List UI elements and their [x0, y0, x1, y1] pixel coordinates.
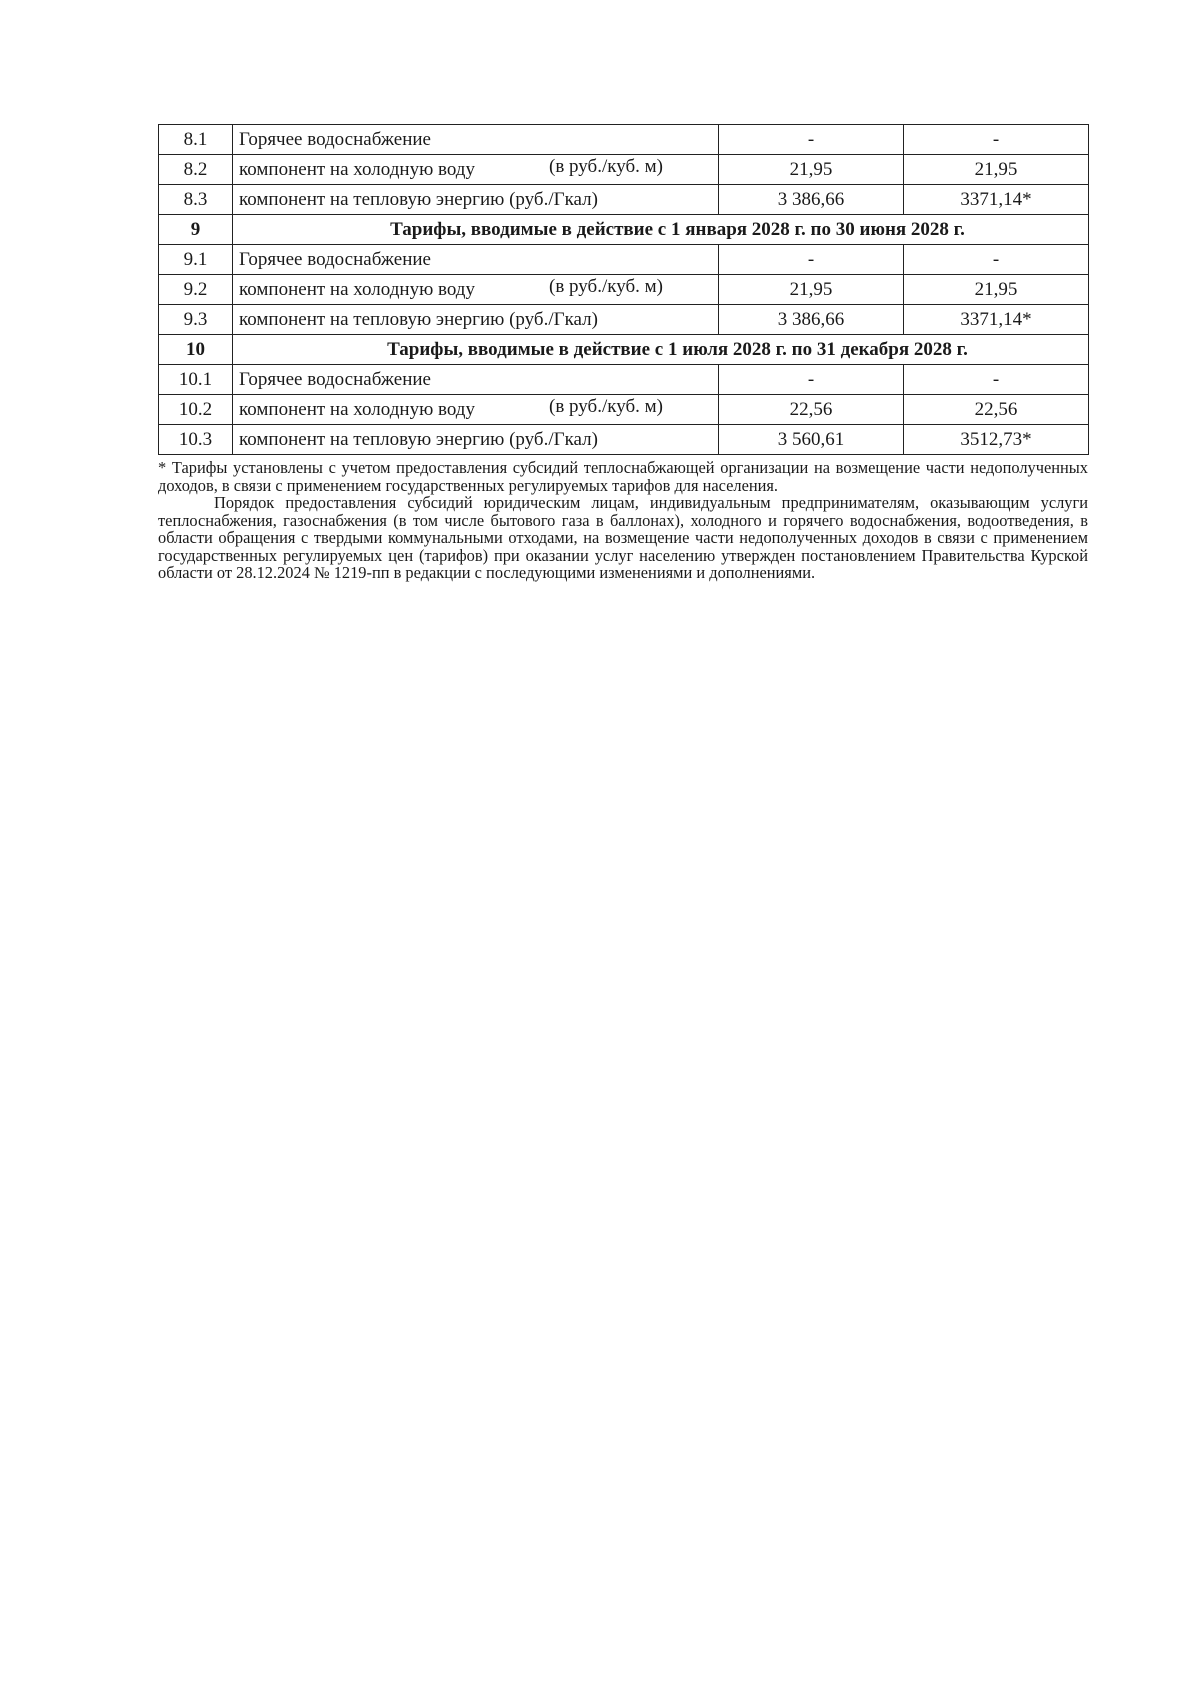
section-title: Тарифы, вводимые в действие с 1 июля 2028 г. по 31 декабря 2028 г.	[233, 335, 1089, 365]
row-number: 10.1	[159, 365, 233, 395]
table-row	[159, 395, 1089, 425]
section-number: 10	[159, 335, 233, 365]
row-name-cell	[233, 395, 719, 425]
notes-block	[158, 459, 1088, 582]
value-column-1: 3 386,66	[719, 305, 904, 335]
row-name-cell	[233, 365, 719, 395]
table-row	[159, 155, 1089, 185]
row-number: 10.3	[159, 425, 233, 455]
row-name-cell	[233, 155, 719, 185]
value-column-2: 21,95	[904, 275, 1089, 305]
row-number: 9.3	[159, 305, 233, 335]
value-column-1: 3 386,66	[719, 185, 904, 215]
subsidy-procedure-paragraph: Порядок предоставления субсидий юридическим лицам, индивидуальным предпринимателям, оказывающим услуги теплоснабжения, газоснабжения (в том числе бытового газа в баллонах), холодного и горячего водоснабжения, водоотведения, в области обращения с твердыми коммунальными отходами, на возмещение части недополученных доходов в связи с применением государственных регулируемых цен (тарифов) при оказании услуг населению утвержден постановлением Правительства Курской области от 28.12.2024 № 1219-пп в редакции с последующими изменениями и дополнениями.	[158, 493, 1088, 582]
value-column-1: 21,95	[719, 155, 904, 185]
value-column-2: 3371,14*	[904, 185, 1089, 215]
table-row	[159, 275, 1089, 305]
row-name: компонент на тепловую энергию (руб./Гкал)	[239, 189, 598, 210]
row-number: 10.2	[159, 395, 233, 425]
value-column-2: -	[904, 245, 1089, 275]
value-column-1: -	[719, 245, 904, 275]
row-number: 9.1	[159, 245, 233, 275]
value-column-1: 3 560,61	[719, 425, 904, 455]
row-number: 8.3	[159, 185, 233, 215]
row-name-cell	[233, 245, 719, 275]
row-name: компонент на холодную воду	[239, 279, 475, 300]
table-row	[159, 305, 1089, 335]
value-column-1: -	[719, 125, 904, 155]
table-row	[159, 425, 1089, 455]
table-row	[159, 185, 1089, 215]
table-row	[159, 365, 1089, 395]
value-column-1: 21,95	[719, 275, 904, 305]
row-number: 9.2	[159, 275, 233, 305]
row-unit: (в руб./куб. м)	[549, 396, 663, 417]
tariff-footnote: * Тарифы установлены с учетом предоставления субсидий теплоснабжающей организации на возмещение части недополученных доходов, в связи с применением государственных регулируемых тарифов для населения.	[158, 458, 1088, 495]
row-name-cell	[233, 425, 719, 455]
row-name: компонент на холодную воду	[239, 159, 475, 180]
row-number: 8.2	[159, 155, 233, 185]
value-column-1: 22,56	[719, 395, 904, 425]
row-name-cell	[233, 125, 719, 155]
row-name: Горячее водоснабжение	[239, 129, 431, 150]
row-name: Горячее водоснабжение	[239, 369, 431, 390]
value-column-2: -	[904, 365, 1089, 395]
row-name: компонент на тепловую энергию (руб./Гкал)	[239, 429, 598, 450]
row-name-cell	[233, 185, 719, 215]
row-unit: (в руб./куб. м)	[549, 276, 663, 297]
value-column-2: 21,95	[904, 155, 1089, 185]
table-row	[159, 125, 1089, 155]
table-row	[159, 245, 1089, 275]
row-name: компонент на холодную воду	[239, 399, 475, 420]
row-unit: (в руб./куб. м)	[549, 156, 663, 177]
table-section-row	[159, 215, 1089, 245]
value-column-2: 22,56	[904, 395, 1089, 425]
value-column-2: 3371,14*	[904, 305, 1089, 335]
section-number: 9	[159, 215, 233, 245]
row-name-cell	[233, 275, 719, 305]
tariff-table-body	[159, 125, 1089, 455]
value-column-2: -	[904, 125, 1089, 155]
row-name-cell	[233, 305, 719, 335]
row-number: 8.1	[159, 125, 233, 155]
value-column-2: 3512,73*	[904, 425, 1089, 455]
document-page	[158, 124, 1088, 582]
table-section-row	[159, 335, 1089, 365]
row-name: компонент на тепловую энергию (руб./Гкал)	[239, 309, 598, 330]
section-title: Тарифы, вводимые в действие с 1 января 2028 г. по 30 июня 2028 г.	[233, 215, 1089, 245]
tariff-table	[158, 124, 1089, 455]
row-name: Горячее водоснабжение	[239, 249, 431, 270]
value-column-1: -	[719, 365, 904, 395]
